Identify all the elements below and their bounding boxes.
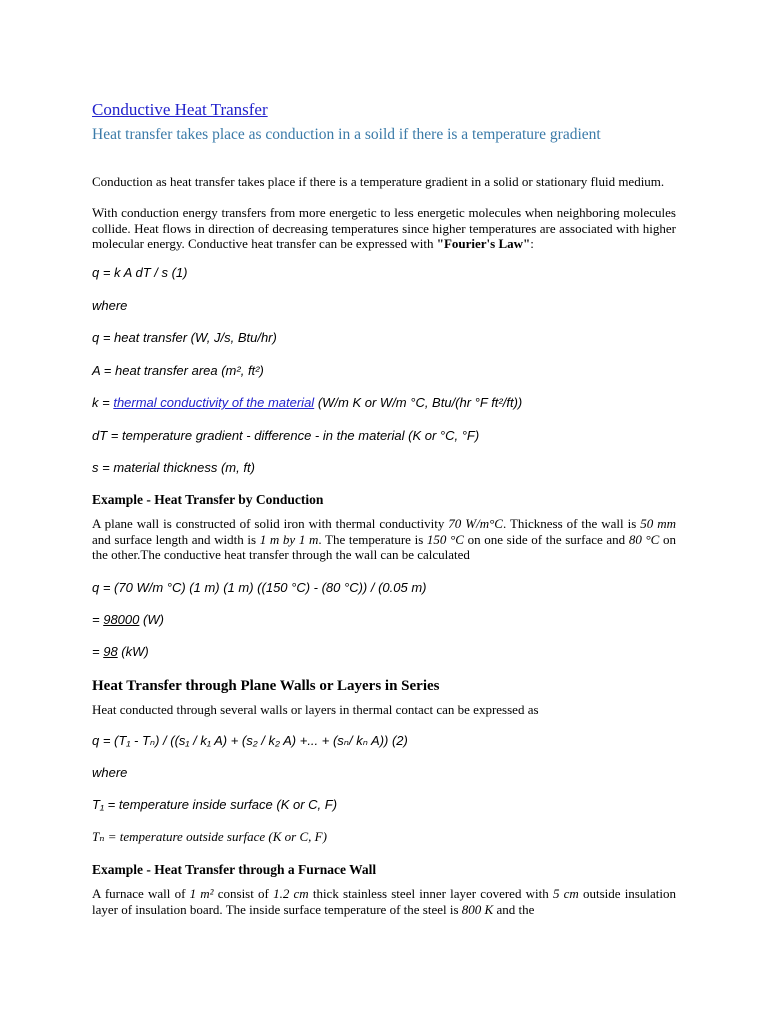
definition-k-units: (W/m K or W/m °C, Btu/(hr °F ft²/ft)) — [314, 395, 523, 410]
section-2-intro: Heat conducted through several walls or layers in thermal contact can be expressed as — [92, 702, 539, 717]
result-kw-prefix: = — [92, 644, 104, 659]
example-1-t2: . Thickness of the wall is — [502, 516, 641, 531]
example-1-t1: A plane wall is constructed of solid iron with thermal conductivity — [92, 516, 449, 531]
example-1-thickness: 50 mm — [640, 516, 677, 531]
example-1-t6: on the other.The conductive heat transfer through the wall can be calculated — [92, 531, 676, 562]
intro-paragraph-1: Conduction as heat transfer takes place if there is a temperature gradient in a solid or stationary fluid medium. — [92, 174, 665, 189]
example-1-calculation: q = (70 W/m °C) (1 m) (1 m) ((150 °C) - (80 °C)) / (0.05 m) — [92, 580, 427, 595]
fouriers-law-term: "Fourier's Law" — [436, 236, 531, 251]
definition-q: q = heat transfer (W, J/s, Btu/hr) — [92, 330, 277, 345]
example-2-t4: outside insulation layer of insulation board. The inside surface temperature of the steel is — [92, 886, 676, 917]
result-kw-value: 98 — [103, 644, 118, 659]
where-label-2: where — [92, 765, 128, 780]
example-1-t5: on one side of the surface and — [463, 531, 629, 547]
page-title[interactable]: Conductive Heat Transfer — [92, 100, 268, 119]
example-2-heading: Example - Heat Transfer through a Furnace Wall — [92, 862, 377, 877]
definition-tn: Tₙ = temperature outside surface (K or C, F) — [92, 829, 327, 844]
where-label-1: where — [92, 298, 128, 313]
example-2-t5: and the — [493, 901, 535, 917]
example-2-area: 1 m² — [189, 886, 214, 901]
example-2-t1: A furnace wall of — [92, 886, 190, 901]
example-1-hot-temp: 150 °C — [426, 531, 464, 547]
definition-a: A = heat transfer area (m², ft²) — [92, 363, 264, 378]
equation-2: q = (T₁ - Tₙ) / ((s₁ / k₁ A) + (s₂ / k₂ A) +... + (sₙ/ kₙ A)) (2) — [92, 733, 408, 748]
example-2-steel-thickness: 1.2 cm — [273, 886, 309, 901]
example-1-dimensions: 1 m by 1 m — [259, 531, 319, 547]
equation-1: q = k A dT / s (1) — [92, 265, 188, 280]
example-2-text — [92, 886, 676, 917]
example-1-result-w — [92, 612, 164, 627]
example-2-inside-temp: 800 K — [461, 901, 494, 917]
definition-k-prefix: k = — [92, 395, 114, 410]
result-kw-unit: (kW) — [117, 644, 149, 659]
example-1-result-kw — [92, 644, 149, 659]
intro-paragraph-2-tail: : — [530, 236, 534, 251]
example-1-t3: and surface length and width is — [92, 531, 260, 547]
definition-k — [92, 395, 522, 410]
example-2-t2: consist of — [213, 886, 274, 901]
example-1-conductivity: 70 W/m°C — [448, 516, 503, 531]
example-2-t3: thick stainless steel inner layer covered with — [308, 886, 553, 901]
definition-t1: T₁ = temperature inside surface (K or C, F) — [92, 797, 338, 812]
section-2-heading: Heat Transfer through Plane Walls or Layers in Series — [92, 678, 440, 694]
example-1-heading: Example - Heat Transfer by Conduction — [92, 492, 324, 507]
intro-paragraph-2-text: With conduction energy transfers from more energetic to less energetic molecules when neighboring molecules collide. Heat flows in direction of decreasing temperatures since higher temperatures are associated with higher molecular energy. Conductive heat transfer can be expressed with — [92, 205, 676, 251]
result-w-prefix: = — [92, 612, 104, 627]
definition-s: s = material thickness (m, ft) — [92, 460, 255, 475]
thermal-conductivity-link[interactable]: thermal conductivity of the material — [113, 395, 315, 410]
example-1-cold-temp: 80 °C — [628, 531, 660, 547]
example-1-text — [92, 516, 676, 563]
example-2-insulation-thickness: 5 cm — [552, 886, 579, 901]
result-w-unit: (W) — [139, 612, 164, 627]
page-subtitle: Heat transfer takes place as conduction in a soild if there is a temperature gradient — [92, 126, 601, 143]
example-1-t4: . The temperature is — [318, 531, 427, 547]
result-w-value: 98000 — [103, 612, 140, 627]
definition-dt: dT = temperature gradient - difference - in the material (K or °C, °F) — [92, 428, 480, 443]
intro-paragraph-2 — [92, 205, 676, 252]
